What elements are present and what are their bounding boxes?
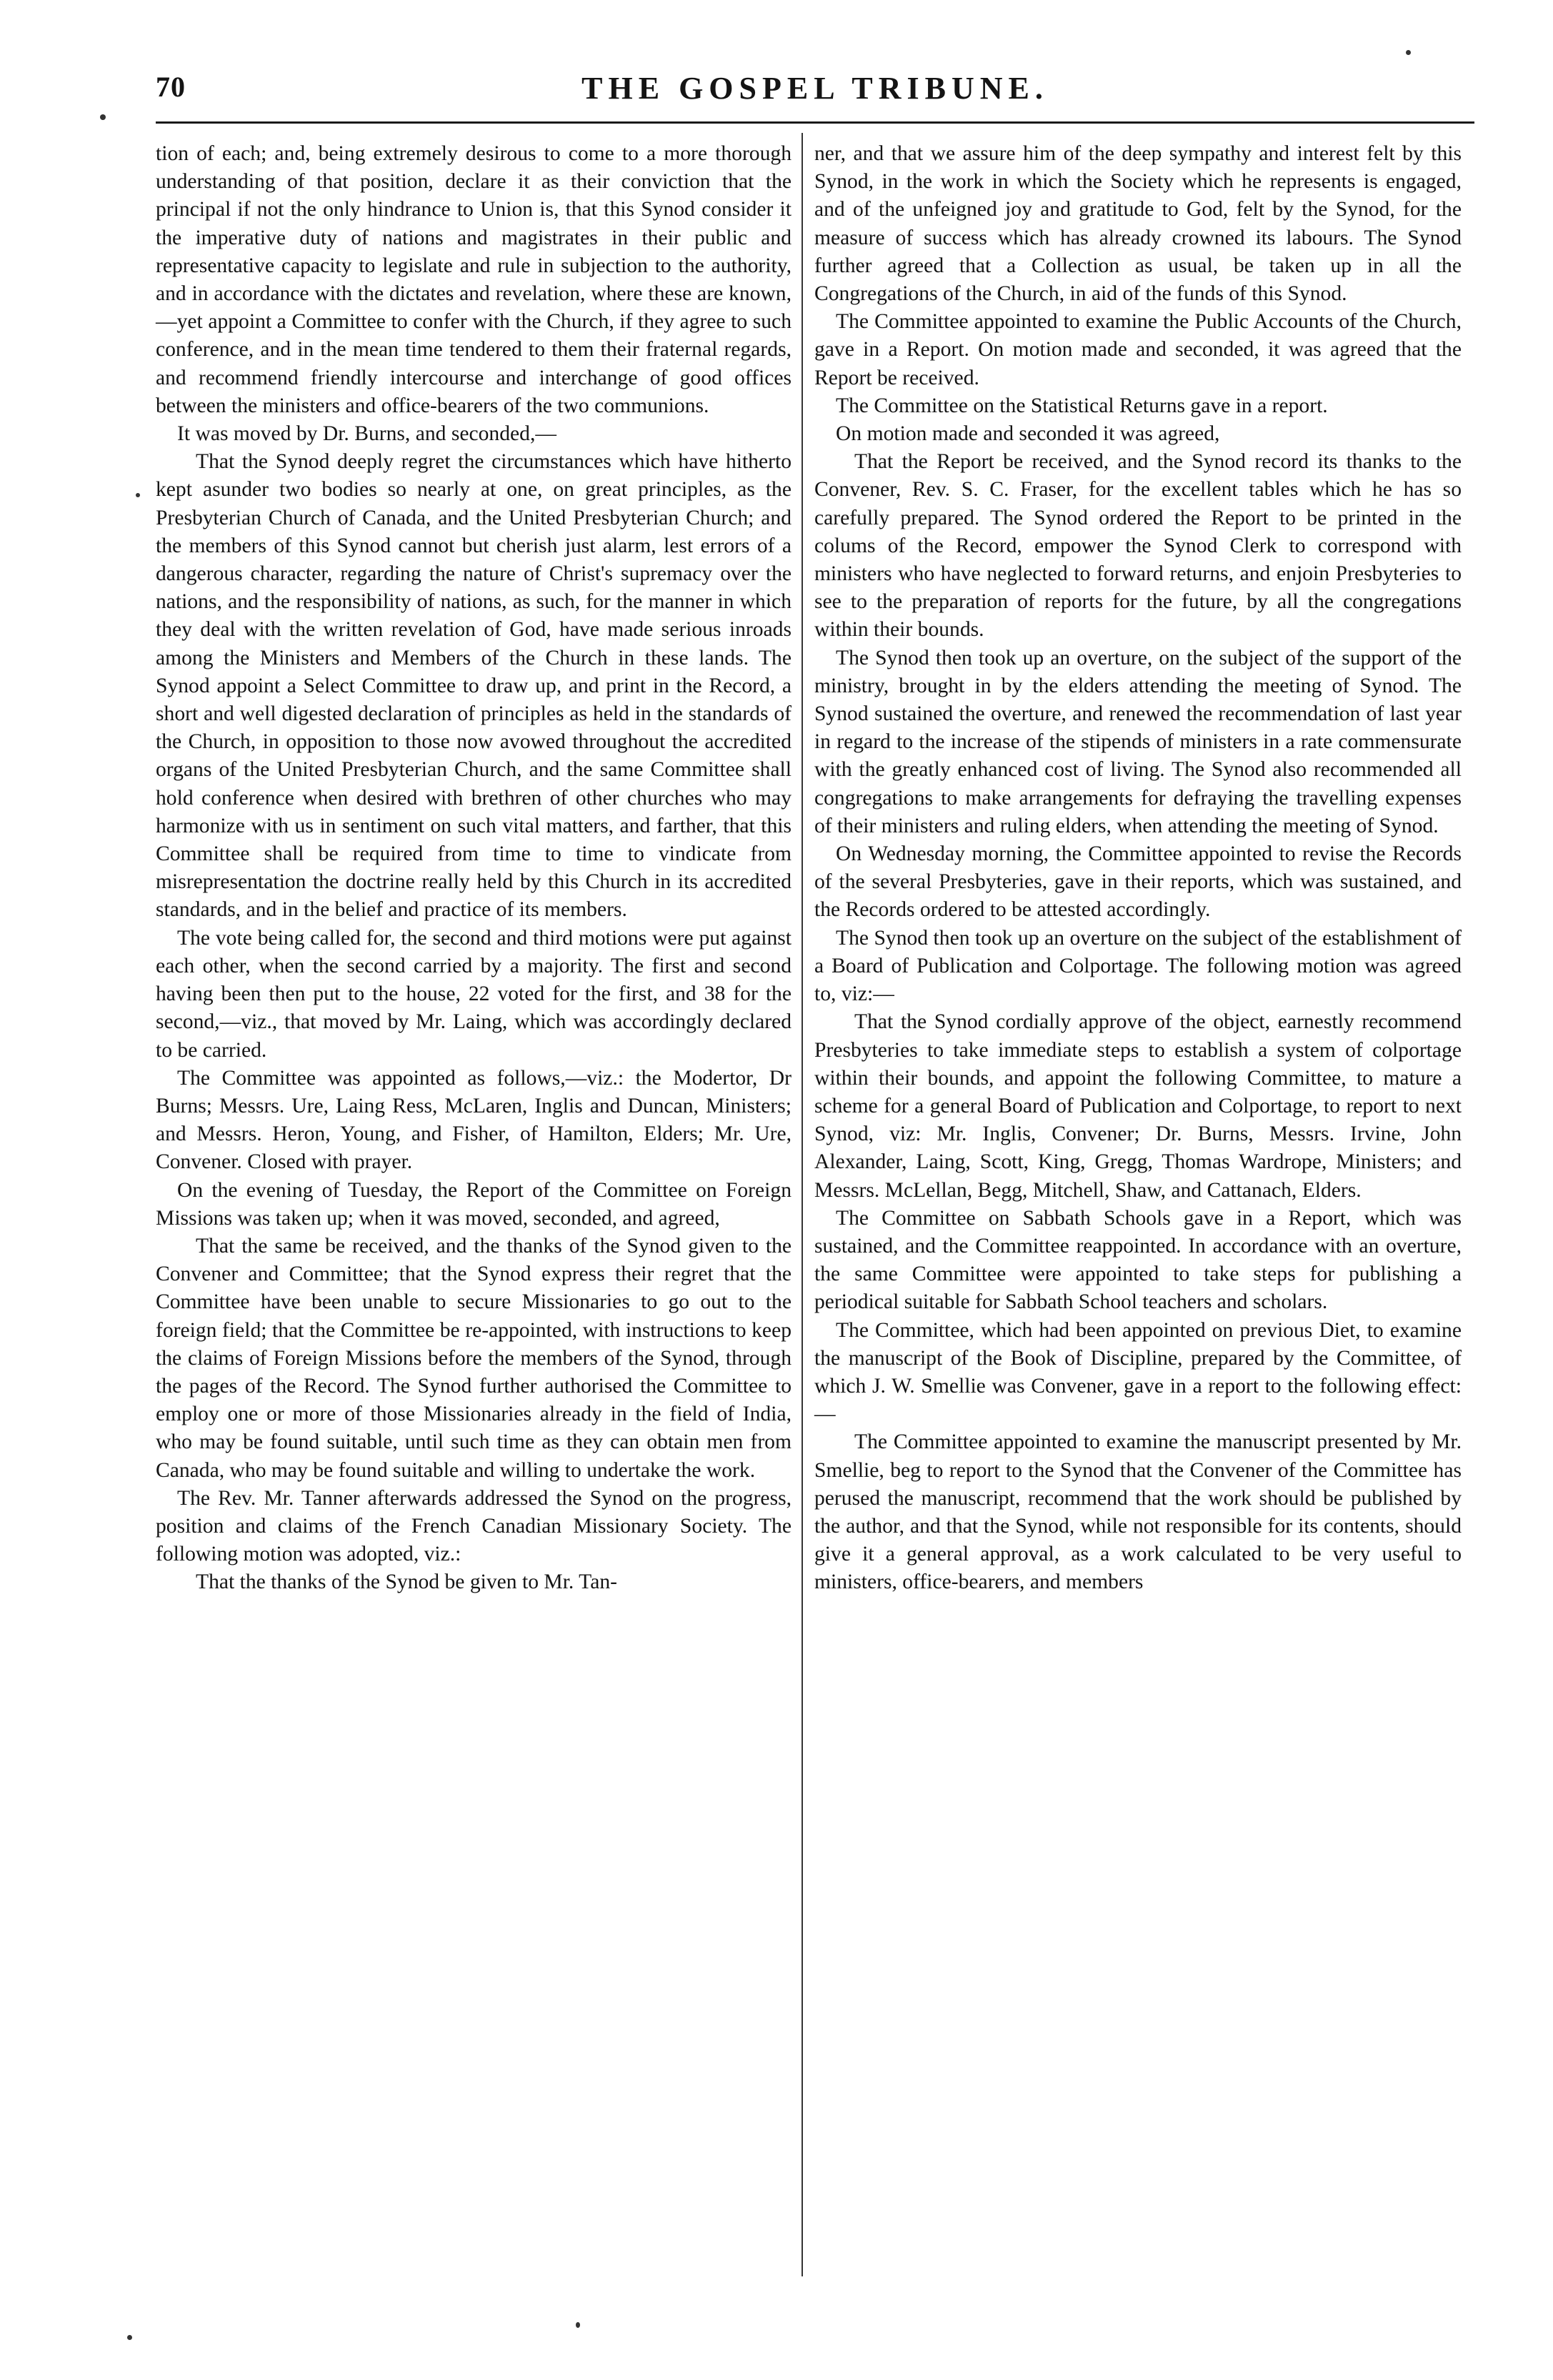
motion-paragraph: That the Report be received, and the Synod record its thanks to the Convener, Rev. S. C. Fraser, for the excellent tables which he has so carefully prepared. The Synod ordered the Report to be printed in the colums of the Record, empower the Synod Clerk to correspond with ministers who have neglected to forward returns, and enjoin Presbyteries to see to the preparation of reports for the future, by all the congregations within their bounds. [814,450,1462,642]
paragraph: The Synod then took up an overture, on the subject of the support of the ministry, brought in by the elders attending the meeting of Synod. The Synod sustained the overture, and renewed the recommendation of last year in regard to the increase of the stipends of ministers in a rate commensurate with the greatly enhanced cost of living. The Synod also recommended all congregations to make arrangements for defraying the travelling expenses of their ministers and ruling elders, when attending the meeting of Synod. [814,646,1462,837]
motion-paragraph: That the thanks of the Synod be given to Mr. Tan- [196,1570,617,1594]
paragraph: The Committee on the Statistical Returns gave in a report. [836,394,1328,417]
paragraph: The Committee was appointed as follows,—viz.: the Modertor, Dr Burns; Messrs. Ure, Laing Ress, McLaren, Inglis and Duncan, Ministers; and Messrs. Heron, Young, and Fisher, of Hamilton, Elders; Mr. Ure, Convener. Closed with prayer. [156,1066,792,1174]
scan-speck [136,493,140,497]
scan-speck [100,114,106,120]
paragraph: The Rev. Mr. Tanner afterwards addressed the Synod on the progress, position and claims of the French Canadian Missionary Society. The following motion was adopted, viz.: [156,1486,792,1566]
scan-speck [576,2322,580,2328]
paragraph: The vote being called for, the second and third motions were put against each other, when the second carried by a majority. The first and second having been then put to the house, 22 voted for the first, and 38 for the second,—viz., that moved by Mr. Laing, which was accordingly declared to be carried. [156,926,792,1062]
masthead-title: THE GOSPEL TRIBUNE. [581,71,1049,106]
paragraph: The Committee, which had been appointed on previous Diet, to examine the manuscript of the Book of Discipline, prepared by the Committee, of which J. W. Smellie was Convener, gave in a report to the following effect:— [814,1318,1462,1426]
motion-paragraph: The Committee appointed to examine the manuscript presented by Mr. Smellie, beg to report to the Synod that the Convener of the Committee has perused the manuscript, recommend that the work should be published by the author, and that the Synod, while not responsible for its contents, should give it a general approval, as a work calculated to be very useful to ministers, office-bearers, and members [814,1430,1462,1594]
paragraph: ner, and that we assure him of the deep sympathy and interest felt by this Synod, in the work in which the Society which he represents is engaged, and of the unfeigned joy and gratitude to God, felt by the Synod, for the measure of success which has already crowned its labours. The Synod further agreed that a Collection as usual, be taken up in all the Congregations of the Church, in aid of the funds of this Synod. [814,142,1462,306]
paragraph: It was moved by Dr. Burns, and seconded,— [177,422,556,446]
motion-paragraph: That the same be received, and the thanks of the Synod given to the Convener and Committee; that the Synod express their regret that the Committee have been unable to secure Missionaries to go out to the foreign field; that the Committee be re-appointed, with instructions to keep the claims of Foreign Missions before the members of the Synod, through the pages of the Record. The Synod further authorised the Committee to employ one or more of those Missionaries already in the field of India, who may be found suitable, until such time as they can obtain men from Canada, who may be found suitable and willing to undertake the work. [156,1234,792,1482]
motion-paragraph: That the Synod deeply regret the circumstances which have hitherto kept asunder two bodies so nearly at one, on great principles, as the Presbyterian Church of Canada, and the United Presbyterian Church; and the members of this Synod cannot but cherish just alarm, lest errors of a dangerous character, regarding the nature of Christ's supremacy over the nations, and the responsibility of nations, as such, for the manner in which they deal with the written revelation of God, have made serious inroads among the Ministers and Members of the Church in these lands. The Synod appoint a Select Committee to draw up, and print in the Record, a short and well digested declaration of principles as held in the standards of the Church, in opposition to those now avowed throughout the accredited organs of the United Presbyterian Church, and the same Committee shall hold conference when desired with brethren of other churches who may harmonize with us in sentiment on such vital matters, and farther, that this Committee shall be required from time to time to vindicate from misrepresentation the doctrine really held by this Church in its accredited standards, and in the belief and practice of its members. [156,450,792,922]
paragraph: On motion made and seconded it was agreed, [836,422,1220,446]
column-divider [802,133,803,2276]
paragraph: The Synod then took up an overture on the subject of the establishment of a Board of Publication and Colportage. The following motion was agreed to, viz:— [814,926,1462,1006]
page-header [156,66,1474,116]
header-rule [156,121,1474,124]
page-number: 70 [156,71,186,103]
paragraph: On the evening of Tuesday, the Report of the Committee on Foreign Missions was taken up; when it was moved, seconded, and agreed, [156,1178,792,1230]
paragraph: tion of each; and, being extremely desirous to come to a more thorough understanding of that position, declare it as their conviction that the principal if not the only hindrance to Union is, that this Synod consider it the imperative duty of nations and magistrates in their public and representative capacity to legislate and rule in subjection to the authority, and in accordance with the dictates and revelation, where these are known,—yet appoint a Committee to confer with the Church, if they agree to such conference, and in the mean time tendered to them their fraternal regards, and recommend friendly intercourse and interchange of good offices between the ministers and office-bearers of the two communions. [156,142,792,417]
scan-speck [1406,50,1411,55]
paragraph: The Committee on Sabbath Schools gave in a Report, which was sustained, and the Committee reappointed. In accordance with an overture, the same Committee were appointed to take steps for publishing a periodical suitable for Sabbath School teachers and scholars. [814,1206,1462,1314]
paragraph: On Wednesday morning, the Committee appointed to revise the Records of the several Presbyteries, gave in their reports, which was sustained, and the Records ordered to be attested accordingly. [814,842,1462,922]
scan-speck [127,2335,132,2340]
left-column [156,140,792,1597]
motion-paragraph: That the Synod cordially approve of the object, earnestly recommend Presbyteries to take immediate steps to establish a system of colportage within their bounds, and appoint the following Committee, to mature a scheme for a general Board of Publication and Colportage, to report to next Synod, viz: Mr. Inglis, Convener; Dr. Burns, Messrs. Irvine, John Alexander, Laing, Scott, King, Gregg, Thomas Wardrope, Ministers; and Messrs. McLellan, Begg, Mitchell, Shaw, and Cattanach, Elders. [814,1010,1462,1202]
paragraph: The Committee appointed to examine the Public Accounts of the Church, gave in a Report. On motion made and seconded, it was agreed that the Report be received. [814,310,1462,389]
right-column [814,140,1462,1597]
